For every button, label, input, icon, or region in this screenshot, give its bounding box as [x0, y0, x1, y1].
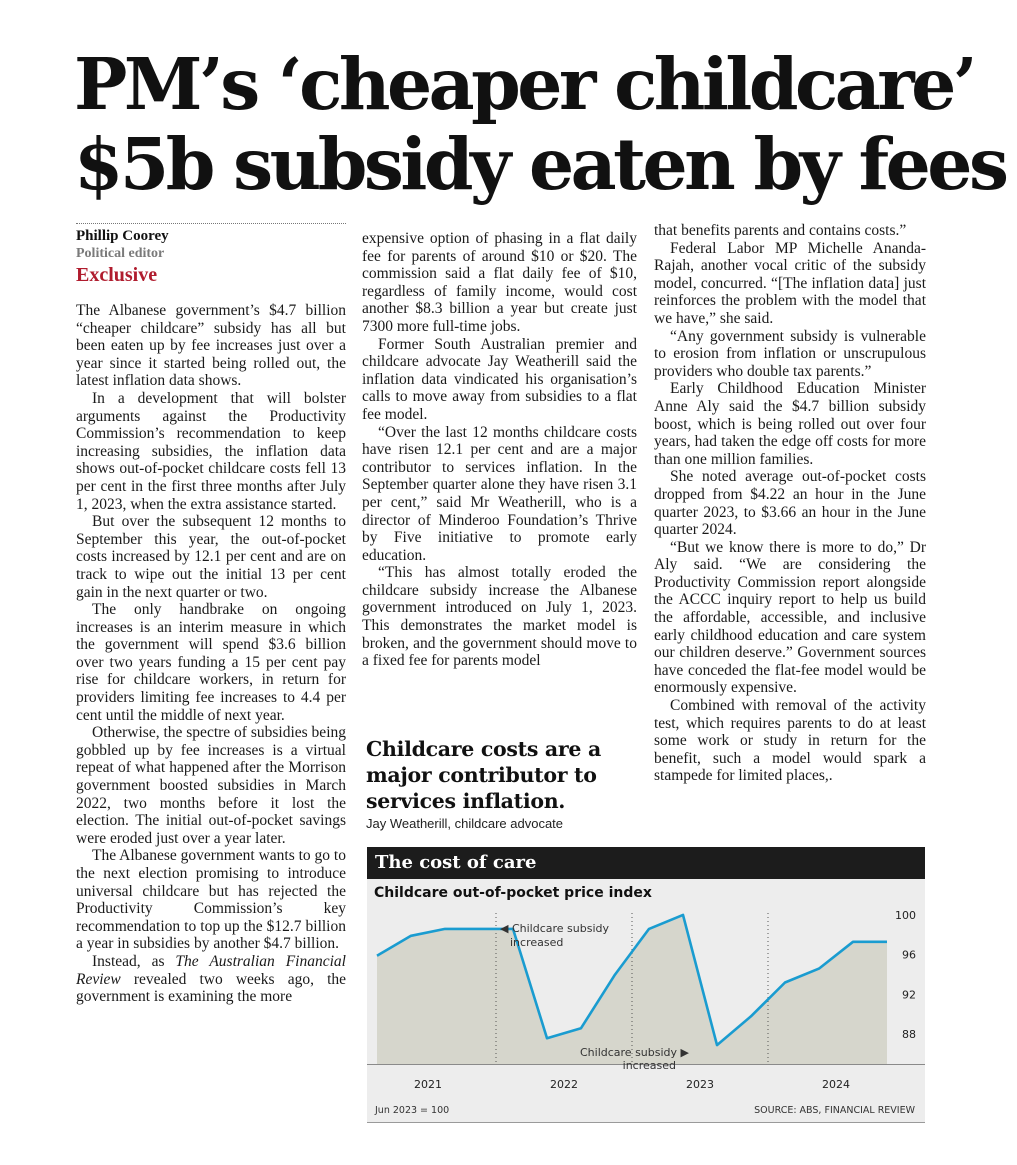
chart-header: The cost of care [367, 847, 925, 879]
article-column-2 [362, 230, 637, 670]
x-tick-label: 2023 [686, 1078, 714, 1091]
paragraph: expensive option of phasing in a flat daily fee for parents of around $10 or $20. The commission said a flat daily fee of $10, regardless of family income, would cost another $8.3 billion a year but create just 7300 more full-time jobs. [362, 230, 637, 335]
chart-footnote: Jun 2023 = 100 [375, 1105, 450, 1116]
publication-name: The Australian Financial Review [76, 952, 346, 988]
annotation-subsidy-2023-line2: increased [622, 1059, 676, 1072]
x-tick-label: 2021 [414, 1078, 442, 1091]
paragraph: Former South Australian premier and childcare advocate Jay Weatherill said the inflation data vindicated his organisation’s calls to move away from subsidies to a flat fee model. [362, 335, 637, 423]
paragraph: In a development that will bolster arguments against the Productivity Commission’s recommendation to keep increasing subsidies, the inflation data shows out-of-pocket childcare costs fell 13 per cent in the first three months after July 1, 2023, when the extra assistance started. [76, 389, 346, 513]
x-tick-label: 2024 [822, 1078, 850, 1091]
paragraph: Early Childhood Education Minister Anne Aly said the $4.7 billion subsidy boost, which is being rolled out over four years, had taken the edge off costs for more than one million families. [654, 380, 926, 468]
paragraph: “This has almost totally eroded the childcare subsidy increase the Albanese government introduced on July 1, 2023. This demonstrates the market model is broken, and the government should move to a fixed fee for parents model [362, 564, 637, 670]
y-tick-label: 96 [902, 948, 916, 962]
article-column-3 [654, 222, 926, 785]
byline [76, 228, 346, 288]
paragraph: “But we know there is more to do,” Dr Aly said. “We are considering the Productivity Commission report alongside the ACCC inquiry report to help us build the affordable, accessible, and inclusive early childhood education and care system our children deserve.” Government sources have conceded the flat-fee model would be enormously expensive. [654, 538, 926, 697]
byline-divider [76, 223, 346, 224]
paragraph-text: revealed two weeks ago, the government is examining the more [76, 970, 347, 1006]
paragraph: She noted average out-of-pocket costs dropped from $4.22 an hour in the June quarter 2023, to $3.66 an hour in the June quarter 2024. [654, 468, 926, 539]
headline-line-1: PM’s ‘cheaper childcare’ [74, 42, 975, 126]
y-tick-label: 100 [895, 908, 916, 922]
paragraph: Federal Labor MP Michelle Ananda-Rajah, another vocal critic of the subsidy model, concurred. “[The inflation data] just reinforces the problem with the model that we have,” she said. [654, 239, 926, 327]
pull-quote-attribution: Jay Weatherill, childcare advocate [366, 816, 564, 831]
paragraph: The Albanese government wants to go to the next election promising to introduce universal childcare but has rejected the Productivity Commission’s key recommendation to top up the $12.7 billion a year in subsidies by another $4.7 billion. [76, 847, 346, 953]
paragraph: The Albanese government’s $4.7 billion “cheaper childcare” subsidy has all but been eaten up by fee increases just over a year since it started being rolled out, the latest inflation data shows. [76, 302, 346, 390]
headline-line-2: $5b subsidy eaten by fees [74, 122, 1006, 206]
author-name[interactable]: Phillip Coorey [76, 228, 169, 244]
exclusive-tag: Exclusive [76, 264, 158, 286]
paragraph-text: Instead, as [92, 952, 165, 970]
chart-source: SOURCE: ABS, FINANCIAL REVIEW [754, 1105, 915, 1116]
paragraph: But over the subsequent 12 months to September this year, the out-of-pocket costs increased by 12.1 per cent and are on track to wipe out the initial 13 per cent gain in the next quarter or two. [76, 513, 346, 601]
paragraph: that benefits parents and contains costs.” [654, 222, 907, 239]
chart-cost-of-care [367, 847, 925, 1123]
paragraph: “Over the last 12 months childcare costs have risen 12.1 per cent and are a major contributor to services inflation. In the September quarter alone they have risen 3.1 per cent,” said Mr Weatherill, who is a director of Minderoo Foundation’s Thrive by Five initiative to promote early education. [362, 423, 637, 564]
paragraph: Combined with removal of the activity test, which requires parents to do at least some work or study in return for the benefit, such a model would spark a stampede for limited places,. [654, 697, 926, 785]
y-tick-label: 88 [902, 1028, 916, 1042]
paragraph: The only handbrake on ongoing increases is an interim measure in which the government will spend $3.6 billion over two years funding a 15 per cent pay rise for childcare workers, in return for providers limiting fee increases to 4.4 per cent until the middle of next year. [76, 601, 346, 724]
annotation-subsidy-2022-line2: increased [510, 936, 564, 949]
pull-quote [366, 736, 646, 832]
paragraph: Otherwise, the spectre of subsidies being gobbled up by fee increases is a virtual repeat of what happened after the Morrison government boosted subsidies in March 2022, two months before it lost the election. The initial out-of-pocket savings were eroded just over a year later. [76, 724, 346, 847]
annotation-subsidy-2022: ◀ Childcare subsidy [500, 922, 610, 935]
author-role: Political editor [76, 246, 165, 261]
y-tick-label: 92 [902, 988, 916, 1002]
annotation-subsidy-2023: Childcare subsidy ▶ [579, 1046, 689, 1059]
paragraph: “Any government subsidy is vulnerable to erosion from inflation or unscrupulous providers who double tax parents.” [654, 327, 926, 380]
x-tick-label: 2022 [550, 1078, 578, 1091]
paragraph [76, 953, 346, 1006]
pull-quote-text: Childcare costs are a major contributor to services inflation. [366, 737, 601, 813]
headline [74, 42, 1006, 206]
article-column-1 [76, 302, 346, 1006]
chart-plot [367, 847, 925, 1122]
chart-subtitle: Childcare out-of-pocket price index [374, 885, 652, 901]
